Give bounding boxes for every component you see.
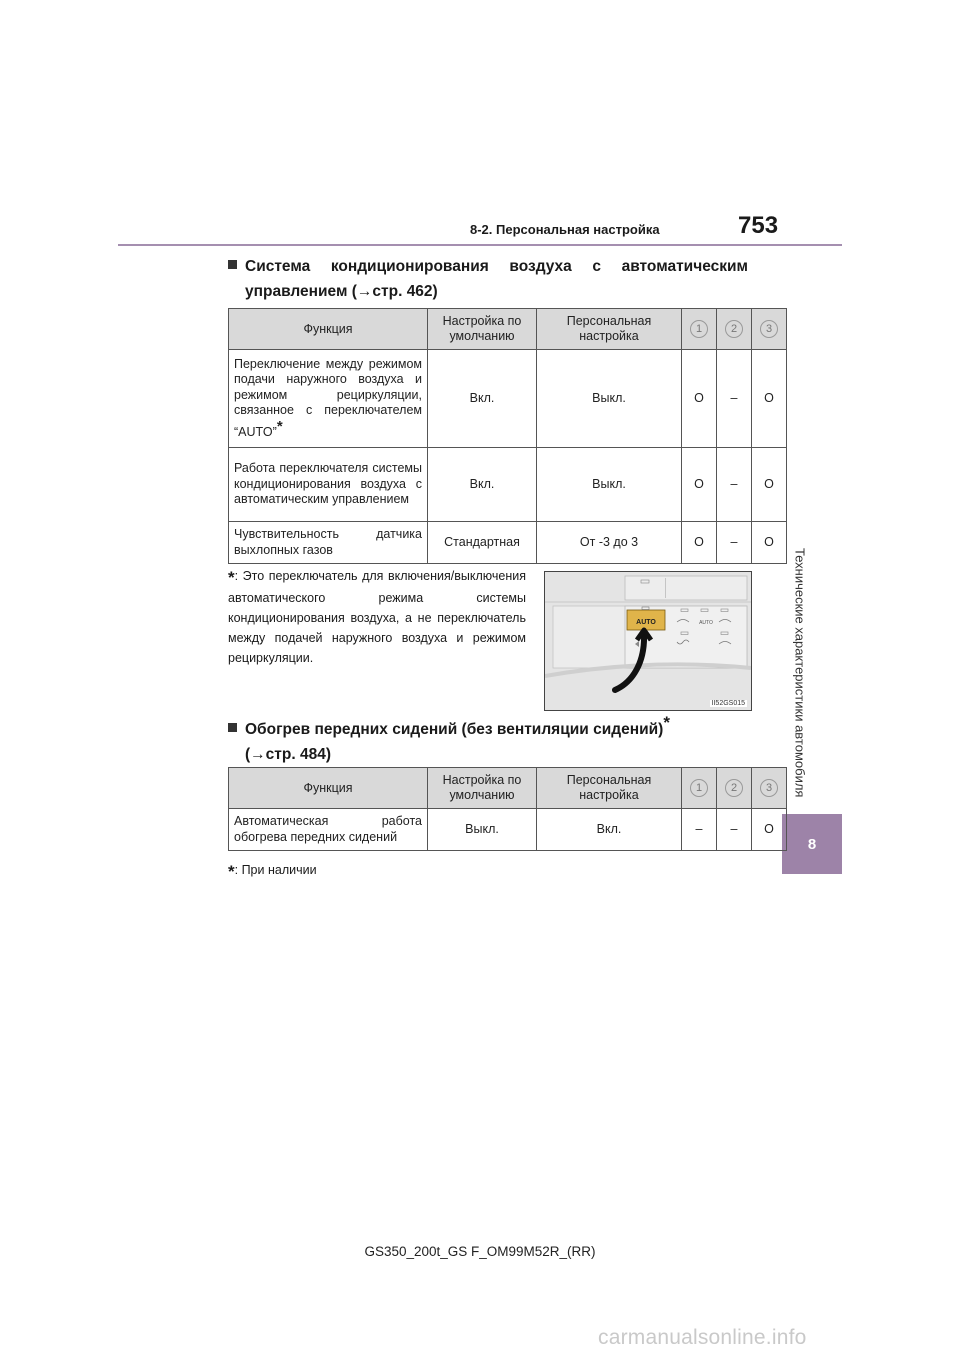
personal-cell: От -3 до 3 — [537, 522, 682, 564]
chapter-number-tab[interactable]: 8 — [782, 814, 842, 874]
climate-settings-table — [228, 308, 787, 564]
section1-heading-line2: управлением (→стр. 462) — [245, 283, 438, 300]
table-row — [229, 522, 787, 564]
mode-cell: O — [752, 350, 787, 448]
personal-cell: Выкл. — [537, 350, 682, 448]
table-row — [229, 809, 787, 851]
circled-number-icon: 1 — [690, 779, 708, 797]
col-function: Функция — [229, 768, 428, 809]
default-cell: Вкл. — [428, 350, 537, 448]
asterisk-mark: * — [228, 862, 235, 881]
col-mode-3 — [752, 309, 787, 350]
col-mode-3 — [752, 768, 787, 809]
small-auto-label: AUTO — [699, 620, 713, 626]
col-default: Настройка по умолчанию — [428, 309, 537, 350]
heading-word: воздуха — [509, 258, 572, 275]
page-number: 753 — [738, 212, 779, 239]
section2-heading — [228, 710, 748, 767]
circled-number-icon: 3 — [760, 779, 778, 797]
circled-number-icon: 3 — [760, 320, 778, 338]
section1-heading — [228, 254, 748, 304]
mode-cell: O — [682, 350, 717, 448]
climate-control-panel-illustration — [544, 571, 752, 711]
section1-heading-line1 — [228, 254, 748, 279]
function-cell: Переключение между режимом подачи наружного воздуха и режимом рециркуляции, связанное с переключателем “AUTO”* — [229, 350, 428, 448]
mode-cell: – — [717, 522, 752, 564]
table-header-row — [229, 309, 787, 350]
mode-cell: O — [752, 522, 787, 564]
mode-cell: O — [682, 448, 717, 522]
default-cell: Вкл. — [428, 448, 537, 522]
mode-cell: O — [682, 522, 717, 564]
footnote-auto-switch — [228, 566, 526, 668]
circled-number-icon: 1 — [690, 320, 708, 338]
function-cell: Чувствительность датчика выхлопных газов — [229, 522, 428, 564]
col-mode-2 — [717, 768, 752, 809]
col-personal: Персональная настройка — [537, 768, 682, 809]
heading-word: кондиционирования — [330, 258, 489, 275]
table-header-row — [229, 768, 787, 809]
chapter-side-title-text: Технические характеристики автомобиля — [792, 548, 808, 798]
col-mode-1 — [682, 768, 717, 809]
asterisk-mark: * — [228, 568, 235, 587]
auto-button-label: AUTO — [636, 619, 656, 626]
function-cell: Работа переключателя системы кондиционирования воздуха с автоматическим управлением — [229, 448, 428, 522]
personal-cell: Выкл. — [537, 448, 682, 522]
mode-cell: O — [752, 448, 787, 522]
asterisk-mark: * — [276, 417, 283, 435]
circled-number-icon: 2 — [725, 320, 743, 338]
site-watermark: carmanualsonline.info — [598, 1326, 807, 1349]
seat-heater-settings-table — [228, 767, 787, 851]
heading-marker-icon: Система — [228, 254, 310, 279]
section2-heading-line1: Обогрев передних сидений (без вентиляции сидений)* — [228, 710, 748, 742]
mode-cell: – — [717, 448, 752, 522]
heading-marker-icon — [228, 723, 237, 732]
model-code-footer: GS350_200t_GS F_OM99M52R_(RR) — [364, 1244, 596, 1259]
default-cell: Выкл. — [428, 809, 537, 851]
col-mode-1 — [682, 309, 717, 350]
col-personal: Персональная настройка — [537, 309, 682, 350]
section2-heading-line2: (→стр. 484) — [245, 746, 331, 764]
section-title: 8-2. Персональная настройка — [470, 222, 660, 237]
mode-cell: – — [717, 809, 752, 851]
personal-cell: Вкл. — [537, 809, 682, 851]
header-divider — [118, 244, 842, 246]
asterisk-mark: * — [663, 713, 670, 732]
function-cell: Автоматическая работа обогрева передних сидений — [229, 809, 428, 851]
col-mode-2 — [717, 309, 752, 350]
table-row — [229, 350, 787, 448]
col-function: Функция — [229, 309, 428, 350]
mode-cell: O — [752, 809, 787, 851]
illustration-code: II52GS015 — [711, 700, 745, 707]
footnote-text: : При наличии — [234, 863, 317, 877]
col-default: Настройка по умолчанию — [428, 768, 537, 809]
footnote-text: : Это переключатель для включения/выключения автоматического режима системы кондиционирования воздуха, а не переключатель между подачей наружного воздуха и режимом рециркуляции. — [228, 569, 526, 665]
control-panel-drawing — [545, 572, 751, 710]
heading-word: с — [592, 258, 601, 275]
table-row — [229, 448, 787, 522]
mode-cell: – — [717, 350, 752, 448]
chapter-side-title — [786, 538, 814, 808]
mode-cell: – — [682, 809, 717, 851]
footnote-availability — [228, 860, 317, 882]
heading-word: автоматическим — [621, 258, 748, 275]
default-cell: Стандартная — [428, 522, 537, 564]
circled-number-icon: 2 — [725, 779, 743, 797]
